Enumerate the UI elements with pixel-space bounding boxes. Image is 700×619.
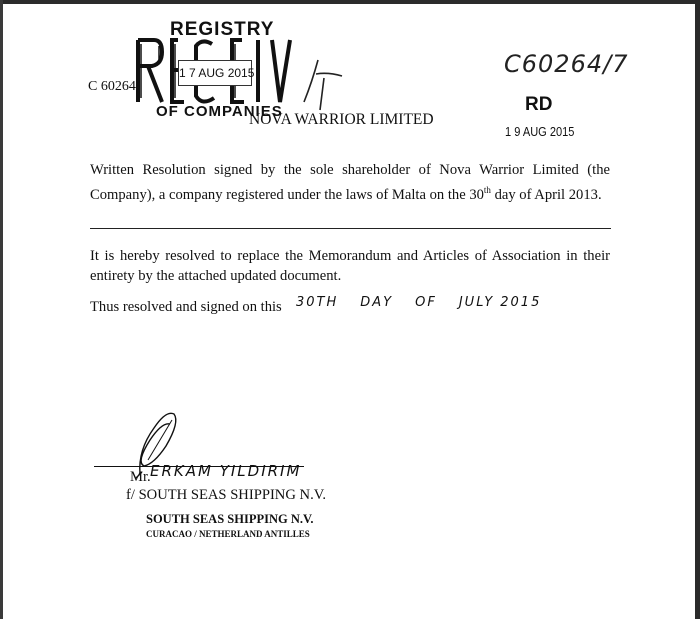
intro-text-2: day of April 2013. xyxy=(490,186,602,203)
signatory-for-line: f/ SOUTH SEAS SHIPPING N.V. xyxy=(126,487,327,503)
rd-date: 1 9 AUG 2015 xyxy=(505,124,575,139)
intro-superscript: th xyxy=(483,185,491,195)
stamp-registry-label: REGISTRY xyxy=(170,19,275,40)
handwritten-word-day: DAY xyxy=(360,295,394,310)
page-border-left xyxy=(0,0,3,619)
intro-paragraph xyxy=(90,160,610,205)
company-name: NOVA WARRIOR LIMITED xyxy=(249,111,434,128)
intro-text-1: Written Resolution signed by the sole shareholder of Nova Warrior Limited (the Company), a company registered under the laws of Malta on the 30 xyxy=(90,162,610,203)
signatory-handwritten-name: ERKAM YILDIRIM xyxy=(150,462,302,480)
signed-on-text: Thus resolved and signed on this xyxy=(90,299,282,315)
company-stamp-location: CURACAO / NETHERLAND ANTILLES xyxy=(146,529,310,539)
handwritten-reference-text: C60264/7 xyxy=(504,50,629,78)
divider-line xyxy=(90,228,611,229)
stamp-of-companies-label: OF COMPANIES xyxy=(156,103,283,120)
handwritten-month-year: JULY 2015 xyxy=(458,295,542,310)
handwritten-word-of: OF xyxy=(415,295,437,310)
stamp-date: 1 7 AUG 2015 xyxy=(178,60,252,86)
resolution-paragraph: It is hereby resolved to replace the Memorandum and Articles of Association in their entirety by the attached updated document. xyxy=(90,248,610,284)
handwritten-date xyxy=(296,295,541,310)
rd-mark: RD xyxy=(525,94,553,115)
company-number: C 60264 xyxy=(88,79,136,94)
page-border-right xyxy=(695,0,700,619)
company-stamp-name: SOUTH SEAS SHIPPING N.V. xyxy=(146,512,314,526)
signatory-prefix: Mr. xyxy=(130,469,151,485)
page-border-top xyxy=(0,0,700,4)
handwritten-day: 30TH xyxy=(296,295,339,310)
handwritten-mark-graphic xyxy=(298,52,348,112)
